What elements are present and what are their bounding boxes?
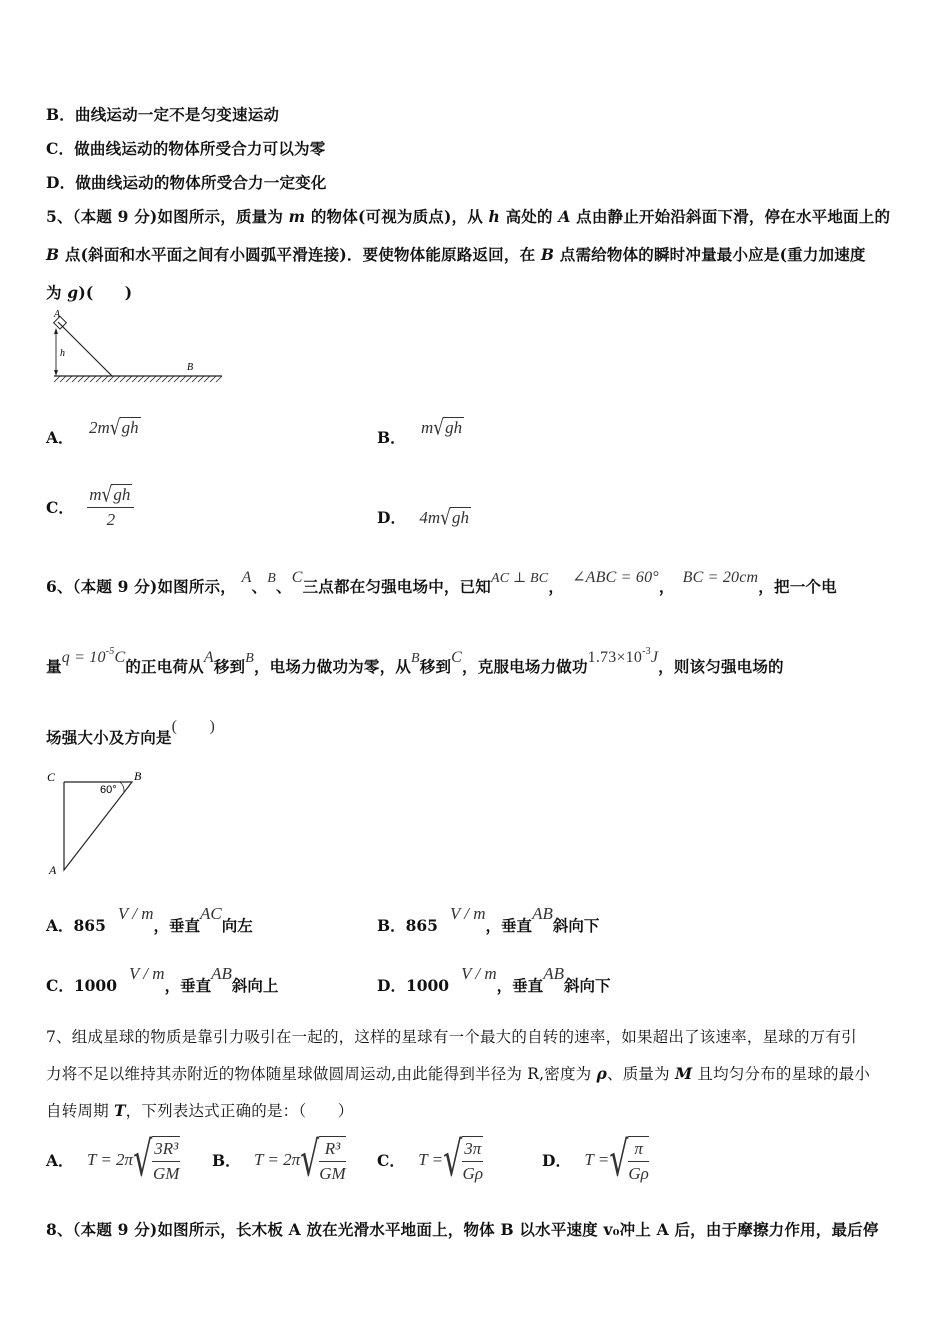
q6-fig-label-b: B — [134, 769, 142, 783]
q7-option-b: B． T = 2π√ $\frac{\text{R³}}{GM}$ — [212, 1132, 346, 1188]
q5-option-d: D． 4m√gh — [377, 505, 469, 531]
q5-incline-figure — [44, 306, 226, 386]
q4-option-c: C．做曲线运动的物体所受合力可以为零 — [46, 139, 326, 158]
q5-option-a: A． 2m√gh — [46, 415, 139, 447]
q6-option-d: D．1000V / m，垂直AB斜向下 — [377, 964, 611, 995]
q8-stem-line1: 8、（本题 9 分)如图所示，长木板 A 放在光滑水平地面上，物体 B 以水平速度 v₀冲上 A 后，由于摩擦力作用，最后停 — [46, 1220, 879, 1239]
q7-stem-line2: 力将不足以维持其赤附近的物体随星球做圆周运动,由此能得到半径为 R,密度为 ρ、质量为 M 且均匀分布的星球的最小 — [46, 1064, 871, 1083]
q5-fig-label-b: B — [187, 362, 194, 373]
q7-option-c: C． T =√ $\frac{3\pi}{G\rho}$ — [377, 1132, 483, 1188]
q6-fig-angle: 60° — [100, 784, 117, 796]
q5-option-b: B． m√gh — [377, 415, 463, 447]
q6-option-b: B．865V / m，垂直AB斜向下 — [377, 904, 600, 935]
q7-option-d: D． T =√ $\frac{\pi}{G\rho}$ — [542, 1132, 649, 1188]
q7-option-a: A． T = 2π√ $\frac{\text{3R³}}{GM}$ — [46, 1132, 180, 1188]
q4-option-d: D．做曲线运动的物体所受合力一定变化 — [46, 173, 327, 192]
q4-option-b: B．曲线运动一定不是匀变速运动 — [46, 105, 280, 124]
q5-fig-label-h: h — [60, 348, 65, 359]
q6-option-c: C．1000V / m，垂直AB斜向上 — [46, 964, 279, 995]
q6-stem-line1: 6、（本题 9 分)如图所示， A、B、C三点都在匀强电场中，已知AC ⊥ BC， ∠ABC = 60°， BC = 20cm，把一个电 — [46, 569, 837, 596]
q6-triangle-figure — [44, 768, 154, 878]
q6-stem-line3: 场强大小及方向是( ) — [46, 718, 216, 747]
q6-fig-label-a: A — [49, 863, 57, 877]
q6-option-a: A．865V / m，垂直AC向左 — [46, 904, 253, 935]
q6-stem-line2: 量$q = 10^{-5}C$的正电荷从A移到B，电场力做功为零，从B移到C，克服电场力做功$1.73\times 10^{-3}J$，则该匀强电场的 — [46, 646, 784, 676]
q5-stem-line3: 为 g)( ) — [46, 283, 133, 302]
q7-stem-line3: 自转周期 T，下列表达式正确的是：（ ） — [46, 1101, 354, 1120]
q5-stem-line1: 5、（本题 9 分)如图所示，质量为 m 的物体(可视为质点)，从 h 高处的 A 点由静止开始沿斜面下滑，停在水平地面上的 — [46, 207, 891, 226]
q6-fig-label-c: C — [47, 770, 56, 784]
q7-stem-line1: 7、组成星球的物质是靠引力吸引在一起的，这样的星球有一个最大的自转的速率，如果超出了该速率，星球的万有引 — [46, 1028, 857, 1046]
q5-stem-line2: B 点(斜面和水平面之间有小圆弧平滑连接)．要使物体能原路返回，在 B 点需给物体的瞬时冲量最小应是(重力加速度 — [46, 245, 866, 264]
q5-option-c: C． $\frac{m√gh}{2}$ — [46, 484, 134, 530]
q5-fig-label-a: A — [54, 309, 61, 320]
